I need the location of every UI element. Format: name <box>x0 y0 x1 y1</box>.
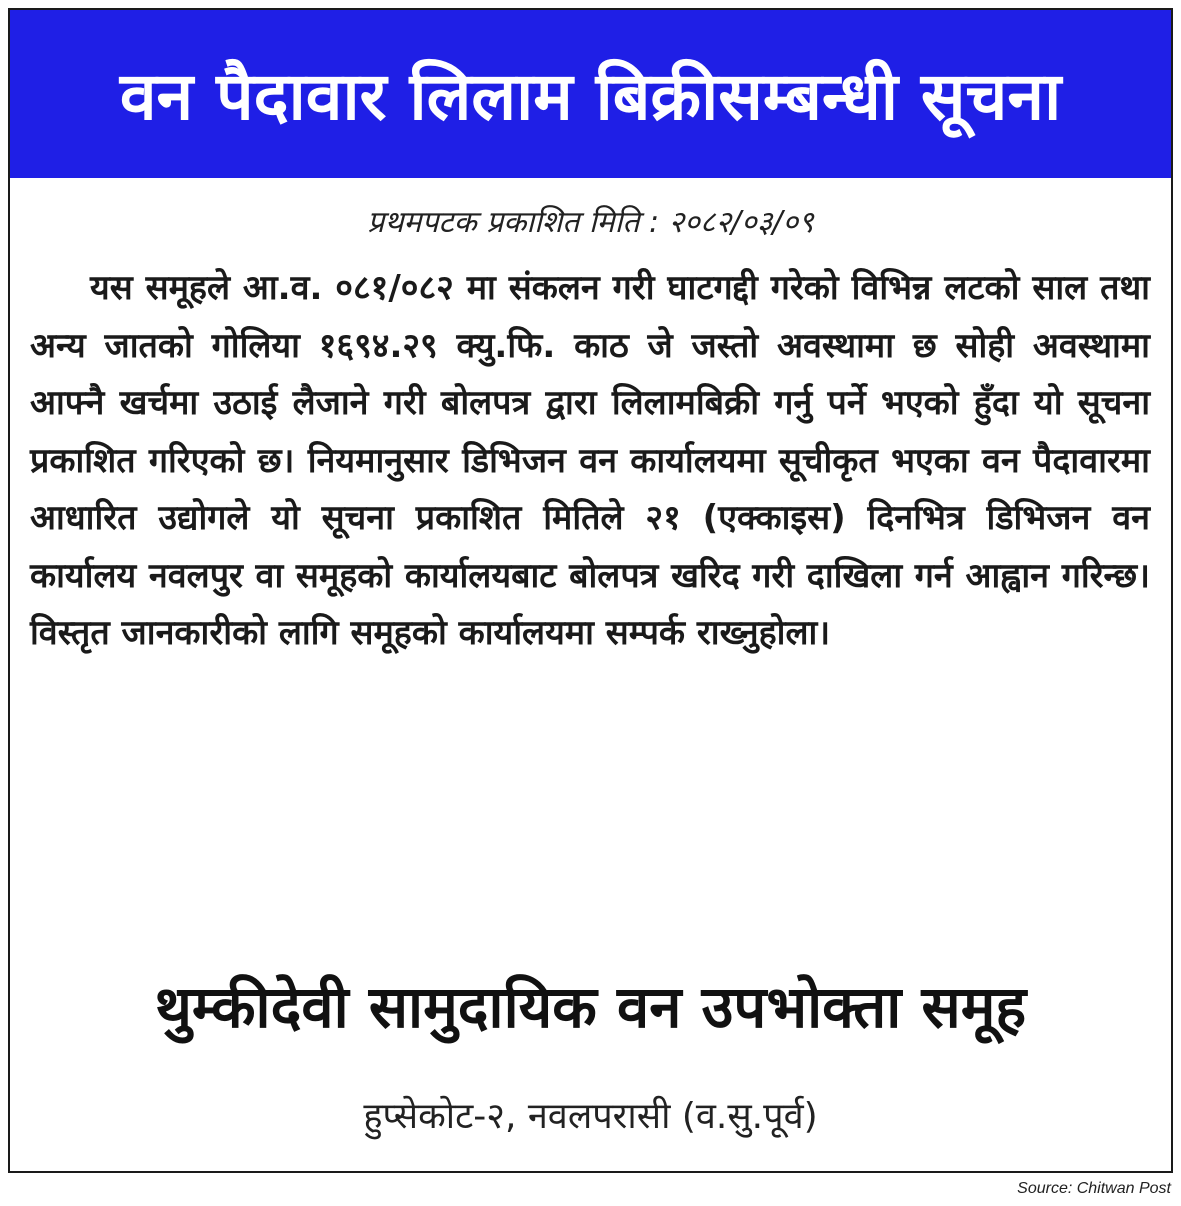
notice-frame <box>8 8 1173 1173</box>
source-credit: Source: Chitwan Post <box>1017 1180 1171 1197</box>
organization-address: हुप्सेकोट-२, नवलपरासी (व.सु.पूर्व) <box>363 1096 818 1137</box>
organization-name: थुम्कीदेवी सामुदायिक वन उपभोक्ता समूह <box>154 973 1027 1041</box>
notice-body: यस समूहले आ.व. ०८१/०८२ मा संकलन गरी घाटगद्दी गरेको विभिन्न लटको साल तथा अन्य जातको गोलिया १६९४.२९ क्यु.फि. काठ जे जस्तो अवस्थामा छ सोही अवस्थामा आफ्नै खर्चमा उठाई लैजाने गरी बोलपत्र द्वारा लिलामबिक्री गर्नु पर्ने भएको हुँदा यो सूचना प्रकाशित गरिएको छ। नियमानुसार डिभिजन वन कार्यालयमा सूचीकृत भएका वन पैदावारमा आधारित उद्योगले यो सूचना प्रकाशित मितिले २१ (एक्काइस) दिनभित्र डिभिजन वन कार्यालय नवलपुर वा समूहको कार्यालयबाट बोलपत्र खरिद गरी दाखिला गर्न आह्वान गरिन्छ। विस्तृत जानकारीको लागि समूहको कार्यालयमा सम्पर्क राख्नुहोला। <box>30 268 1150 653</box>
notice-title: वन पैदावार लिलाम बिक्रीसम्बन्धी सूचना <box>10 10 1171 178</box>
publication-date: प्रथमपटक प्रकाशित मिति : २०८२/०३/०९ <box>367 205 814 240</box>
